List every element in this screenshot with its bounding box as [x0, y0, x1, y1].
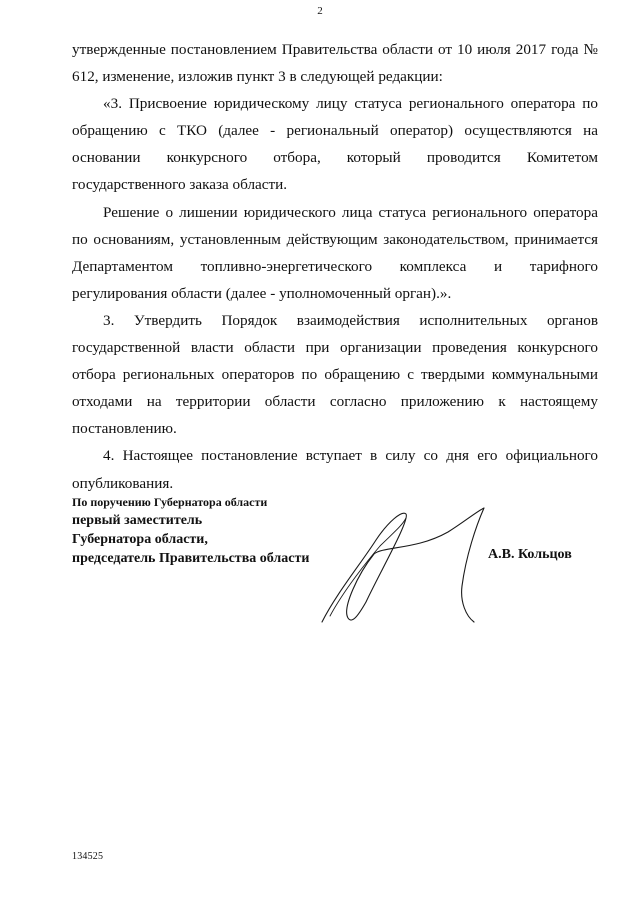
document-code: 134525 — [72, 851, 104, 862]
signer-name: А.В. Кольцов — [488, 547, 572, 562]
paragraph-continuation: утвержденные постановлением Правительства области от 10 июля 2017 года № 612, изменение, изложив пункт 3 в следующей редакции: — [72, 41, 598, 86]
paragraph-item-3: 3. Утвердить Порядок взаимодействия исполнительных органов государственной власти области при организации проведения конкурсного отбора региональных операторов по обращению с твердыми коммунальными отходами на территории области согласно приложению к настоящему постановлению. — [72, 311, 598, 438]
paragraph-item-4: 4. Настоящее постановление вступает в силу со дня его официального опубликования. — [72, 447, 598, 492]
signature-title-line-1: первый заместитель — [72, 513, 203, 528]
document-body — [72, 36, 598, 497]
handwritten-signature — [318, 506, 490, 626]
signature-stroke-return — [330, 518, 406, 616]
paragraph-quoted-point-3: «3. Присвоение юридическому лицу статуса регионального оператора по обращению с ТКО (далее - региональный оператор) осуществляются на основании конкурсного отбора, который проводится Комитетом государственного заказа области. — [72, 95, 598, 194]
signature-on-behalf: По поручению Губернатора области — [72, 495, 268, 509]
signature-title-line-3: председатель Правительства области — [72, 551, 310, 566]
signature-title-line-2: Губернатора области, — [72, 532, 208, 547]
page-number: 2 — [317, 5, 323, 17]
paragraph-decision: Решение о лишении юридического лица статуса регионального оператора по основаниям, установленным действующим законодательством, принимается Департаментом топливно-энергетического комплекса и тарифного регулирования области (далее - уполномоченный орган).». — [72, 203, 598, 302]
signature-stroke — [322, 508, 484, 622]
